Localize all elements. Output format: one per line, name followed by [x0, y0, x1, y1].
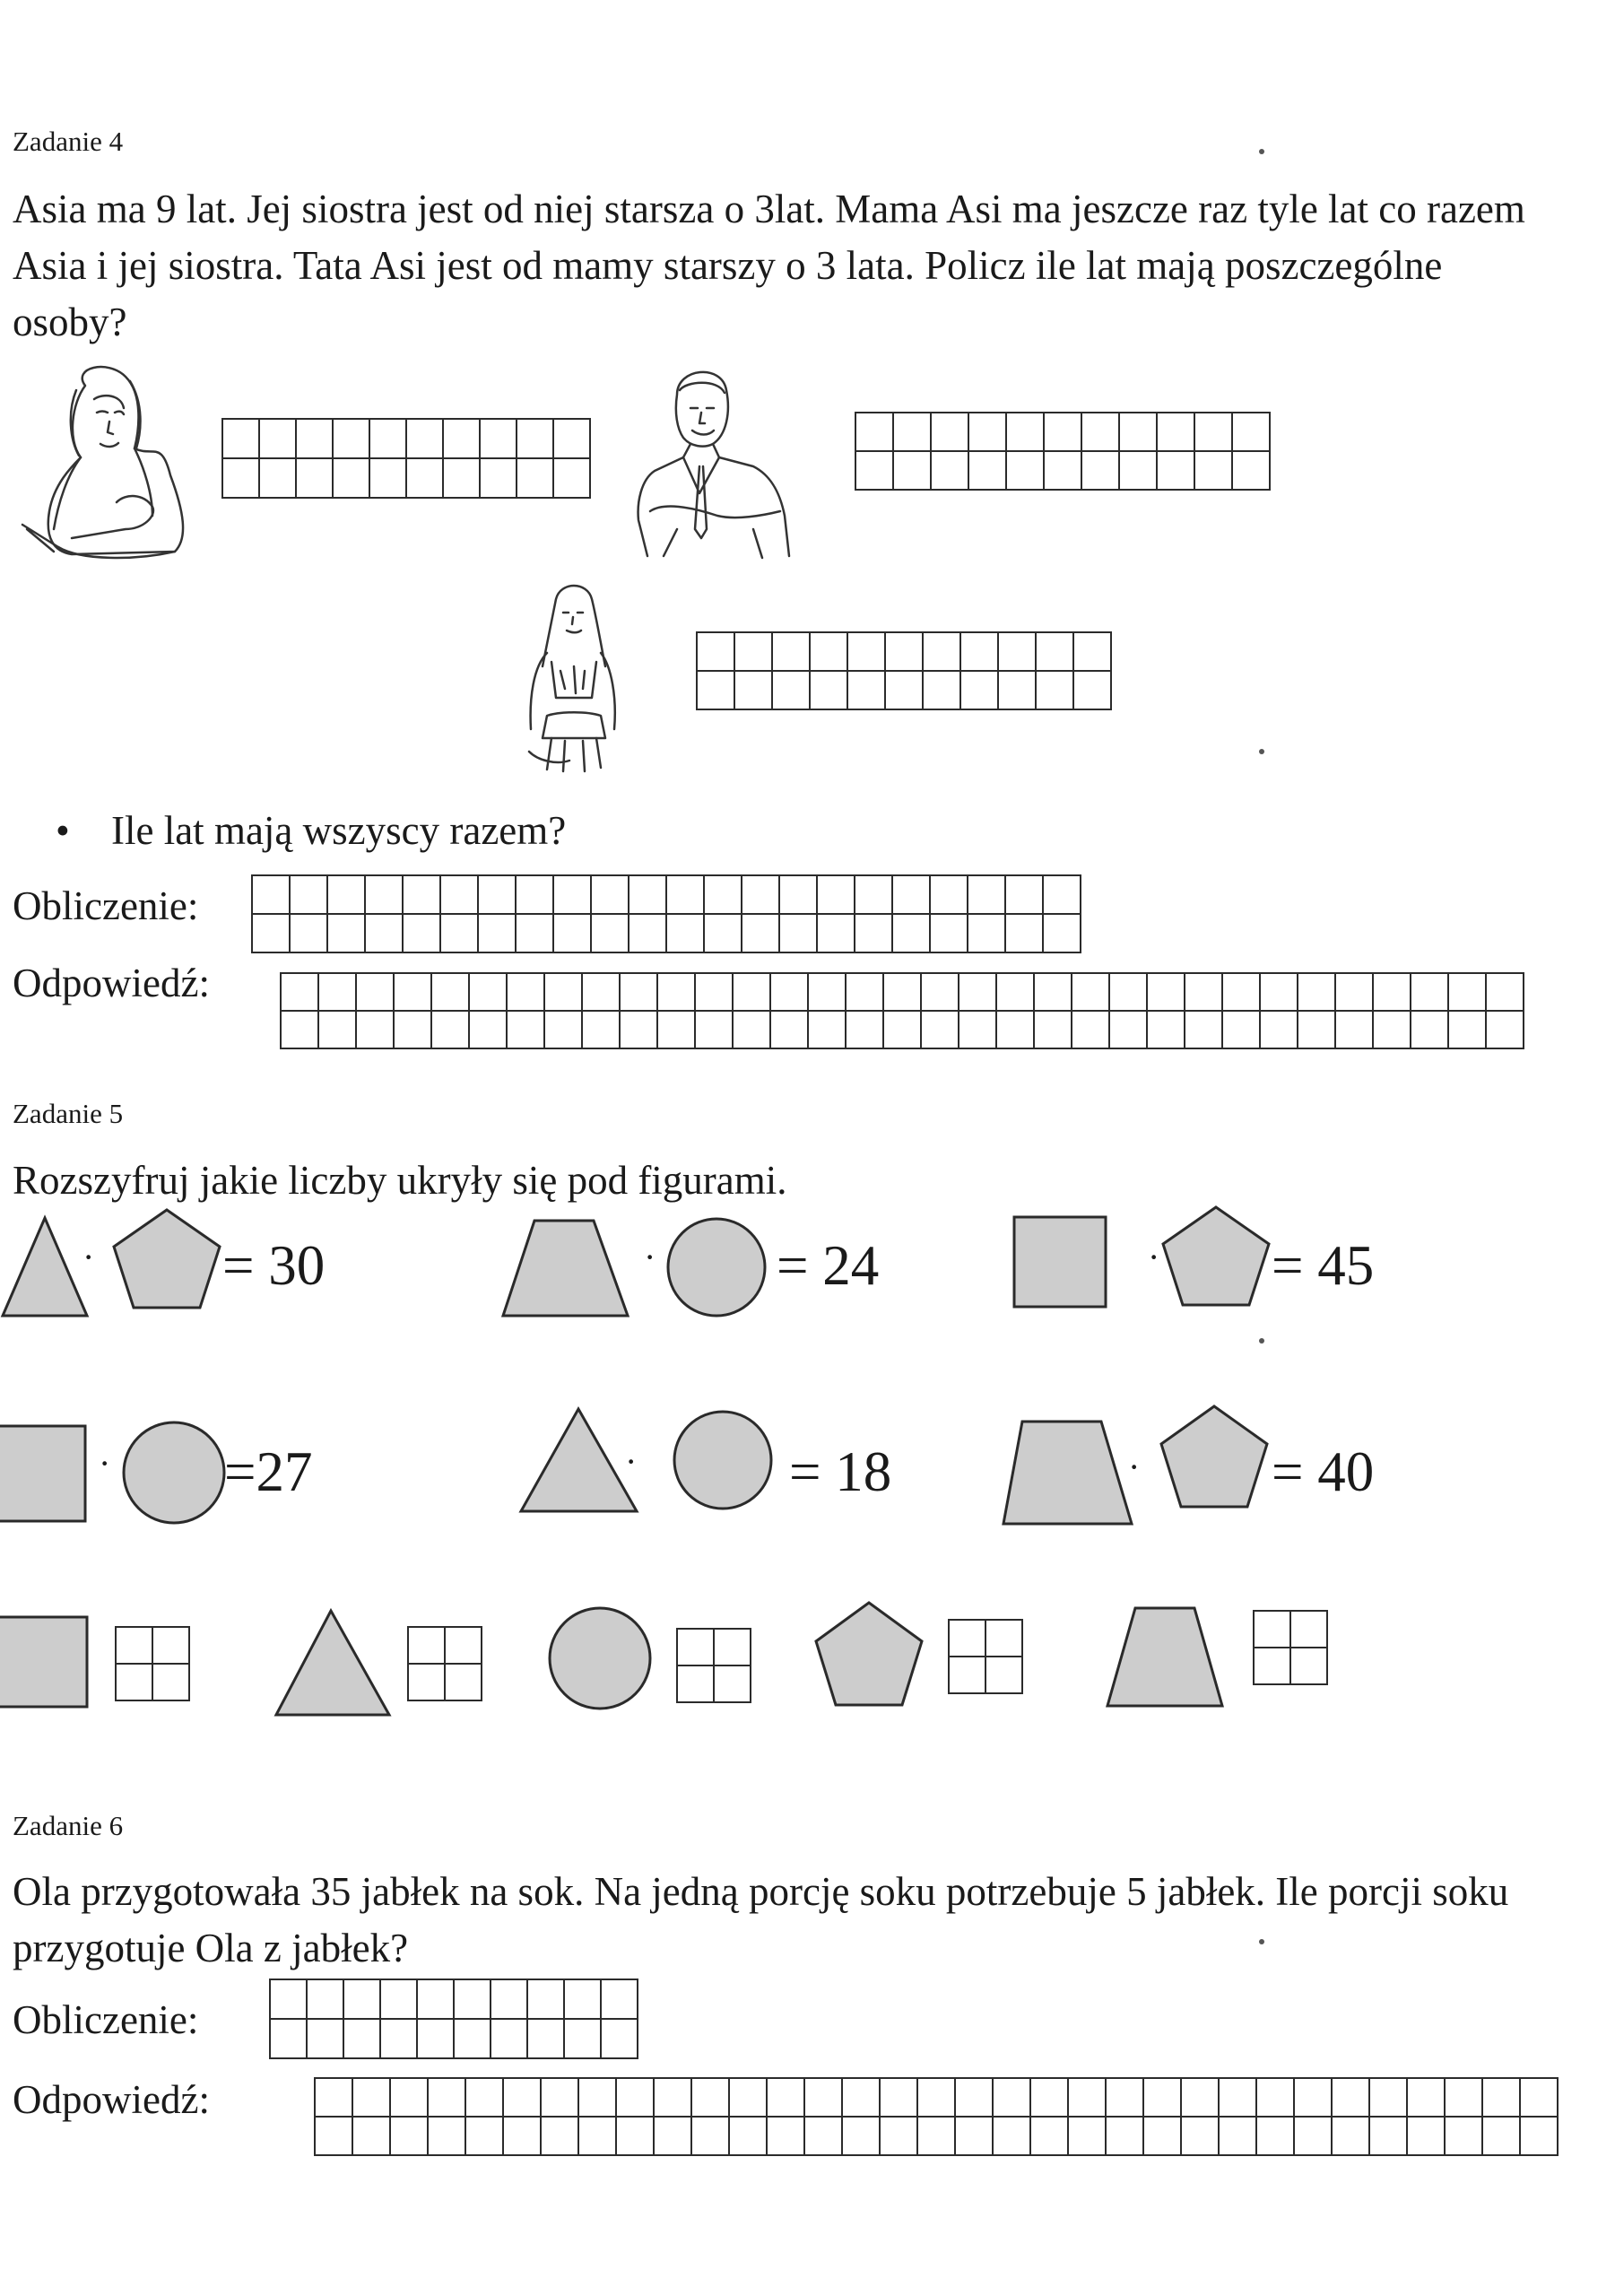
task6-calc-label: Obliczenie: [13, 1997, 199, 2042]
answer-circle-shape [547, 1605, 655, 1713]
equation-6-result: = 40 [1272, 1440, 1375, 1503]
woman-age-grid[interactable] [221, 418, 591, 499]
pentagon-shape [1160, 1205, 1272, 1308]
equation-2-result: = 24 [777, 1234, 880, 1297]
scan-speck [1259, 1939, 1264, 1944]
task6-calc-grid[interactable] [269, 1979, 638, 2059]
task6-answer-grid[interactable] [314, 2077, 1559, 2156]
task4-text: Asia ma 9 lat. Jej siostra jest od niej starsza o 3lat. Mama Asi ma jeszcze raz tyle lat co razem Asia i jej siostra. Tata Asi jest od mamy starszy o 3 lata. Policz ile lat mają poszczególne osoby? [13, 187, 1525, 344]
equation-3-result: = 45 [1272, 1234, 1375, 1297]
circle-shape [671, 1408, 778, 1516]
task4-calc-grid[interactable] [251, 874, 1081, 953]
equation-4-result: =27 [224, 1440, 313, 1503]
multiply-dot: · [1148, 1237, 1160, 1277]
task6-text: Ola przygotowała 35 jabłek na sok. Na jedną porcję soku potrzebuje 5 jabłek. Ile porcji soku przygotuje Ola z jabłek? [13, 1869, 1509, 1970]
circle-shape [665, 1216, 768, 1319]
task6-answer-label: Odpowiedź: [13, 2077, 210, 2122]
task4-question: Ile lat mają wszyscy razem? [111, 808, 567, 853]
triangle-shape [518, 1406, 639, 1514]
answer-box-trapezoid[interactable] [1253, 1610, 1328, 1685]
task4-calc-label: Obliczenie: [13, 883, 199, 928]
trapezoid-shape [500, 1218, 630, 1318]
girl-portrait-icon [511, 581, 628, 778]
trapezoid-shape [1001, 1419, 1135, 1526]
answer-triangle-shape [274, 1608, 392, 1718]
answer-box-pentagon[interactable] [948, 1619, 1023, 1694]
answer-pentagon-shape [813, 1600, 925, 1708]
circle-shape [120, 1419, 228, 1526]
pentagon-shape [1159, 1404, 1271, 1509]
multiply-dot: · [99, 1443, 111, 1483]
task6-label: Zadanie 6 [13, 1810, 124, 1841]
task4-answer-grid[interactable] [280, 972, 1524, 1049]
scan-speck [1259, 149, 1264, 154]
task4-answer-label: Odpowiedź: [13, 961, 210, 1005]
scan-speck [1259, 1338, 1264, 1344]
girl-age-grid[interactable] [696, 631, 1112, 710]
multiply-dot: · [644, 1237, 656, 1277]
bullet-point: • [56, 808, 70, 853]
answer-box-circle[interactable] [676, 1628, 751, 1703]
task5-text: Rozszyfruj jakie liczby ukryły się pod figurami. [13, 1158, 787, 1203]
multiply-dot: · [625, 1441, 638, 1482]
task4-label: Zadanie 4 [13, 126, 124, 157]
answer-trapezoid-shape [1105, 1605, 1226, 1709]
man-in-suit-icon [628, 359, 798, 565]
answer-square-shape [0, 1614, 90, 1709]
multiply-dot: · [1128, 1447, 1141, 1487]
answer-box-square[interactable] [115, 1626, 190, 1701]
pentagon-shape [111, 1207, 223, 1310]
square-shape [0, 1423, 88, 1524]
triangle-shape [0, 1215, 90, 1318]
square-shape [1012, 1214, 1108, 1309]
task5-label: Zadanie 5 [13, 1098, 124, 1129]
scan-speck [1259, 749, 1264, 754]
woman-portrait-icon [18, 359, 193, 565]
multiply-dot: · [82, 1237, 95, 1277]
man-age-grid[interactable] [855, 412, 1271, 491]
equation-5-result: = 18 [789, 1440, 892, 1503]
answer-box-triangle[interactable] [407, 1626, 482, 1701]
equation-1-result: = 30 [222, 1234, 326, 1297]
